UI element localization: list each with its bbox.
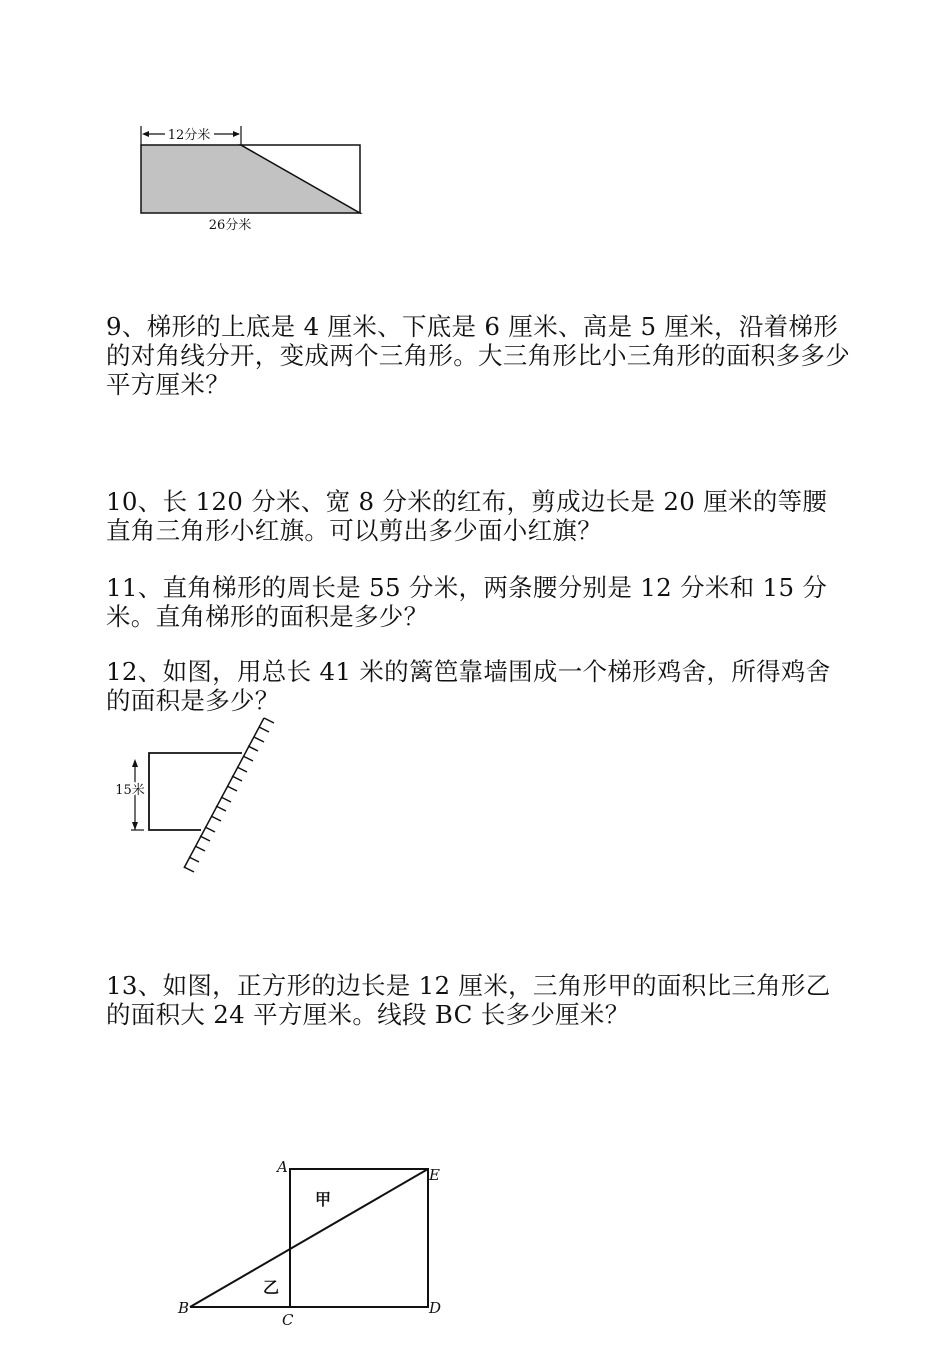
wall [184,718,274,872]
point-B-label: B [178,1299,190,1317]
question-12: 12、如图，用总长 41 米的篱笆靠墙围成一个梯形鸡舍，所得鸡舍的面积是多少？ [106,657,831,715]
point-A-label: A [277,1158,288,1176]
point-D-label: D [429,1299,442,1317]
question-11: 11、直角梯形的周长是 55 分米，两条腰分别是 12 分米和 15 分米。直角梯形的面积是多少？ [106,573,828,631]
triangle-jia-label: 甲 [315,1190,332,1209]
height-label: 15米 [115,783,145,798]
triangle-yi-label: 乙 [263,1278,280,1297]
chicken-coop-figure [104,712,284,897]
question-10: 10、长 120 分米、宽 8 分米的红布，剪成边长是 20 厘米的等腰直角三角形小红旗。可以剪出多少面小红旗？ [106,487,828,545]
square-triangle-figure [170,1150,460,1335]
point-C-label: C [282,1311,294,1329]
question-13: 13、如图，正方形的边长是 12 厘米，三角形甲的面积比三角形乙的面积大 24 平方厘米。线段 BC 长多少厘米？ [106,971,831,1029]
trapezoid-figure [108,118,398,248]
fence [149,753,242,830]
bottom-dimension-label: 26分米 [208,218,252,233]
point-E-label: E [429,1166,440,1184]
top-dimension-label: 12分米 [167,128,211,143]
segment-BE [190,1169,428,1307]
question-9: 9、梯形的上底是 4 厘米、下底是 6 厘米、高是 5 厘米，沿着梯形的对角线分开，变成两个三角形。大三角形比小三角形的面积多多少平方厘米？ [106,312,850,399]
